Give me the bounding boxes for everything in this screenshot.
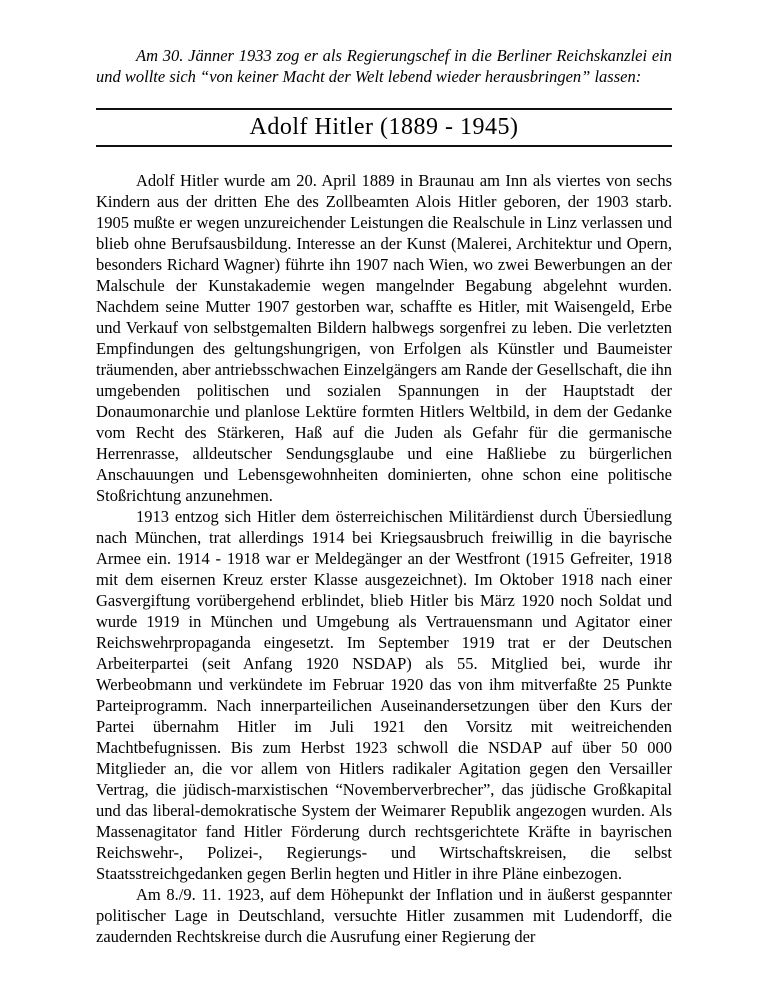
body-paragraph-1: Adolf Hitler wurde am 20. April 1889 in Braunau am Inn als viertes von sechs Kindern aus der dritten Ehe des Zollbeamten Alois Hitler geboren, der 1903 starb. 1905 mußte er wegen unzureichender Leistungen die Realschule in Linz verlassen und blieb ohne Berufsausbildung. Interesse an der Kunst (Malerei, Architektur und Opern, besonders Richard Wagner) führte ihn 1907 nach Wien, wo zwei Bewerbungen an der Malschule der Kunstakademie wegen mangelnder Begabung abgelehnt wurden. Nachdem seine Mutter 1907 gestorben war, schaffte es Hitler, mit Waisengeld, Erbe und Verkauf von selbstgemalten Bildern halbwegs sorgenfrei zu leben. Die verletzten Empfindungen des geltungshungrigen, von Erfolgen als Künstler und Baumeister träumenden, aber antriebsschwachen Einzelgängers am Rande der Gesellschaft, die ihn umgebenden politischen und sozialen Spannungen in der Hauptstadt der Donaumonarchie und planlose Lektüre formten Hitlers Weltbild, in dem der Gedanke vom Recht des Stärkeren, Haß auf die Juden als Gefahr für die germanische Herrenrasse, alldeutscher Sendungsglaube und eine Haßliebe zu bürgerlichen Anschauungen und Lebensgewohnheiten dominierten, ohne schon eine politische Stoßrichtung anzunehmen. <box>96 171 672 505</box>
title-block <box>96 108 672 147</box>
intro-paragraph: Am 30. Jänner 1933 zog er als Regierungschef in die Berliner Reichskanzlei ein und wollte sich “von keiner Macht der Welt lebend wieder herausbringen” lassen: <box>96 46 672 86</box>
body-text <box>96 170 672 947</box>
body-paragraph-3: Am 8./9. 11. 1923, auf dem Höhepunkt der Inflation und in äußerst gespannter politischer Lage in Deutschland, versuchte Hitler zusammen mit Ludendorff, die zaudernden Rechtskreise durch die Ausrufung einer Regierung der <box>96 885 672 946</box>
page-title: Adolf Hitler (1889 - 1945) <box>249 114 519 140</box>
body-paragraph-2: 1913 entzog sich Hitler dem österreichischen Militärdienst durch Übersiedlung nach München, trat allerdings 1914 bei Kriegsausbruch freiwillig in die bayrische Armee ein. 1914 - 1918 war er Meldegänger an der Westfront (1915 Gefreiter, 1918 mit dem eisernen Kreuz erster Klasse ausgezeichnet). Im Oktober 1918 nach einer Gasvergiftung vorübergehend erblindet, blieb Hitler bis März 1920 noch Soldat und wurde 1919 in München und Umgebung als Vertrauensmann und Agitator einer Reichswehrpropaganda eingesetzt. Im September 1919 trat er der Deutschen Arbeiterpartei (seit Anfang 1920 NSDAP) als 55. Mitglied bei, wurde ihr Werbeobmann und verkündete im Februar 1920 das von ihm mitverfaßte 25 Punkte Parteiprogramm. Nach innerparteilichen Auseinandersetzungen über den Kurs der Partei übernahm Hitler im Juli 1921 den Vorsitz mit weitreichenden Machtbefugnissen. Bis zum Herbst 1923 schwoll die NSDAP auf über 50 000 Mitglieder an, die vor allem von Hitlers radikaler Agitation gegen den Versailler Vertrag, die jüdisch-marxistischen “Novemberverbrecher”, das jüdische Großkapital und das liberal-demokratische System der Weimarer Republik angezogen wurden. Als Massenagitator fand Hitler Förderung durch rechtsgerichtete Kräfte in bayrischen Reichswehr-, Polizei-, Regierungs- und Wirtschaftskreisen, die selbst Staatsstreichgedanken gegen Berlin hegten und Hitler in ihre Pläne einbezogen. <box>96 507 672 883</box>
